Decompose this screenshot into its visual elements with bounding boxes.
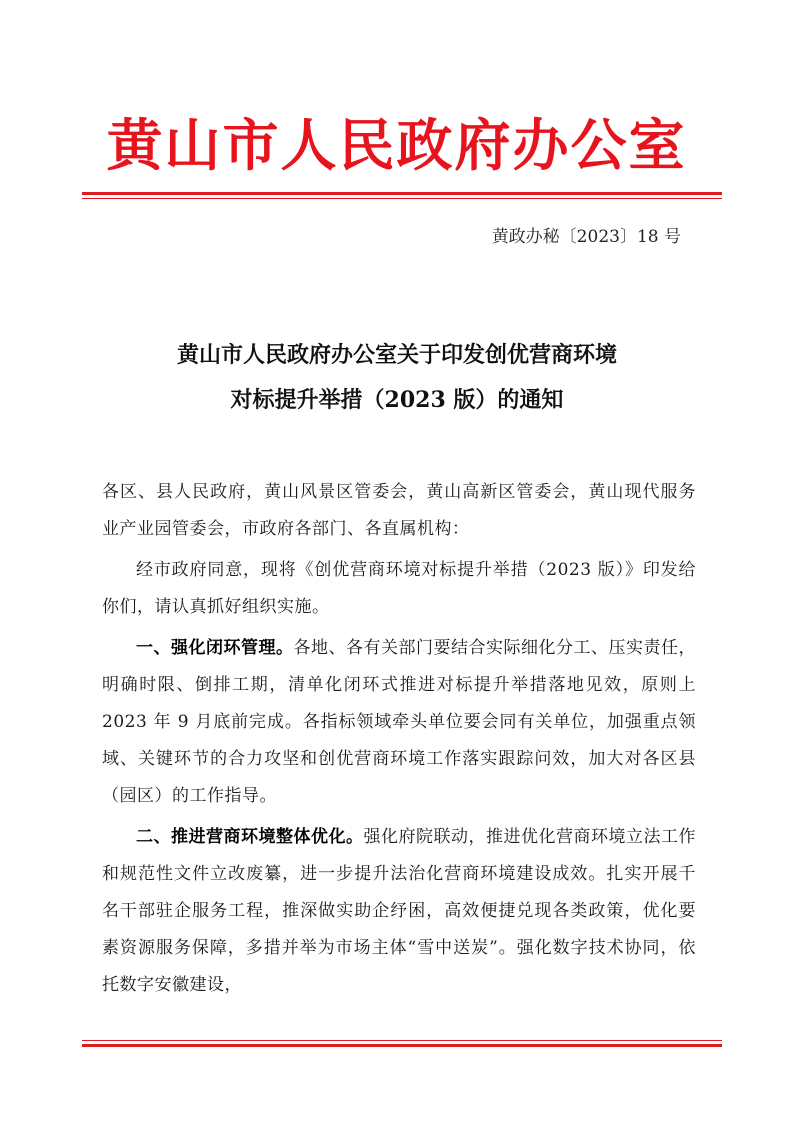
document-number: 黄政办秘〔2023〕18 号 [491,227,681,247]
document-title-line1: 黄山市人民政府办公室关于印发创优营商环境 [176,342,617,368]
issuer-masthead: 黄山市人民政府办公室 [106,113,687,179]
document-body [102,474,696,1008]
section-1-text: 各地、各有关部门要结合实际细化分工、压实责任，明确时限、倒排工期，清单化闭环式推进对标提升举措落地见效，原则上 2023 年 9 月底前完成。各指标领域牵头单位要会同有关单位，加强重点领域、关键环节的合力攻坚和创优营商环境工作落实跟踪问效，加大对各区县（园区）的工作指导。 [102,638,696,806]
section-2-heading: 二、推进营商环境整体优化。 [136,827,364,847]
header-divider-thick [82,192,722,195]
section-2-text: 强化府院联动，推进优化营商环境立法工作和规范性文件立改废纂，进一步提升法治化营商环境建设成效。扎实开展千名干部驻企服务工程，推深做实助企纾困，高效便捷兑现各类政策，优化要素资源服务保障，多措并举为市场主体“雪中送炭”。强化数字技术协同，依托数字安徽建设， [102,827,696,995]
footer-divider-thick [82,1044,722,1047]
intro-paragraph: 经市政府同意，现将《创优营商环境对标提升举措（2023 版）》印发给你们，请认真抓好组织实施。 [102,560,696,617]
addressees-paragraph: 各区、县人民政府，黄山风景区管委会，黄山高新区管委会，黄山现代服务业产业园管委会，市政府各部门、各直属机构： [102,482,696,539]
section-1-paragraph [102,630,696,815]
section-2-paragraph [102,819,696,1004]
footer-divider-thin [82,1040,722,1041]
section-1-heading: 一、强化闭环管理。 [136,638,294,658]
document-title [92,333,702,423]
document-title-line2: 对标提升举措（2023 版）的通知 [230,387,564,413]
header-divider-thin [82,198,722,199]
